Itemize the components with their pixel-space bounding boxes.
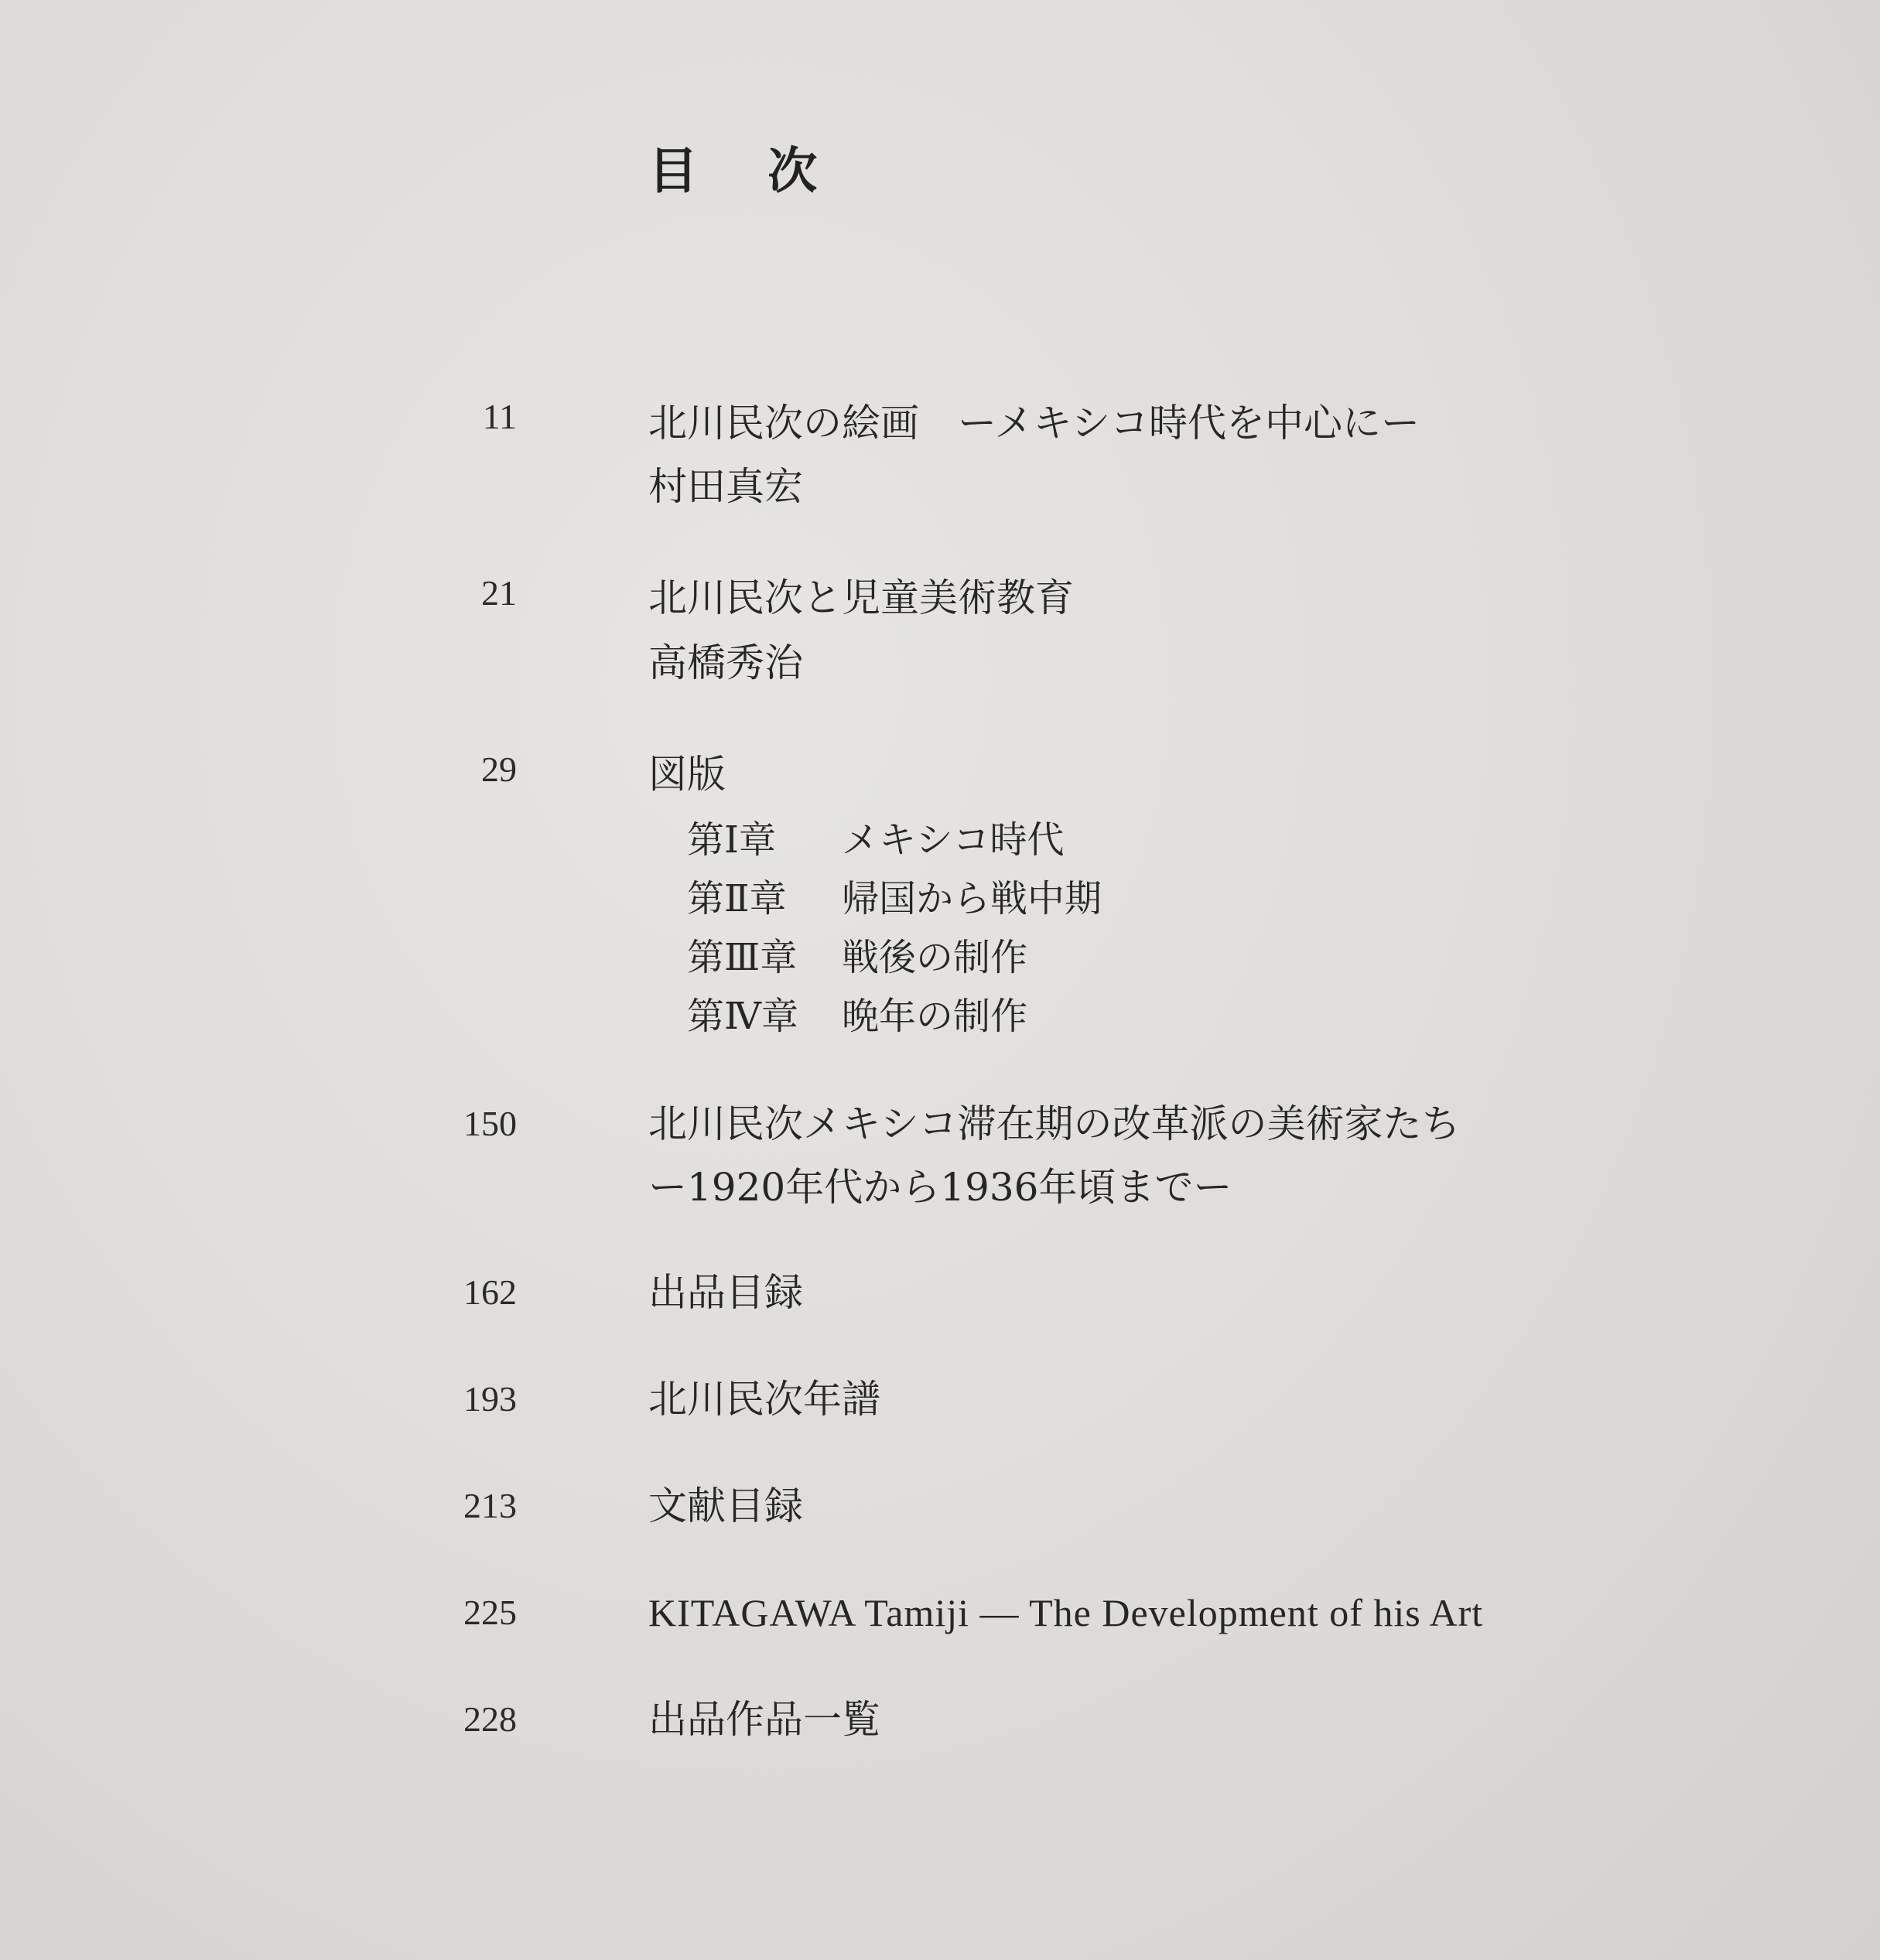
chapter-name: 晩年の制作 — [842, 995, 1028, 1038]
entry-title: 北川民次メキシコ滞在期の改革派の美術家たち — [648, 1101, 1461, 1146]
entry-title: KITAGAWA Tamiji — The Development of his Art — [648, 1591, 1484, 1634]
entry-title: 北川民次の絵画 ーメキシコ時代を中心にー — [648, 401, 1420, 446]
entry-author: 高橋秀治 — [648, 640, 803, 685]
entry-author: 村田真宏 — [648, 464, 803, 509]
chapter-item — [687, 936, 1028, 979]
chapter-name: メキシコ時代 — [842, 818, 1065, 862]
page-number: 21 — [481, 573, 517, 613]
page-number: 228 — [463, 1699, 517, 1739]
chapter-name: 帰国から戦中期 — [842, 877, 1102, 920]
entry-title: 図版 — [648, 752, 726, 797]
entry-title: 出品作品一覧 — [648, 1697, 880, 1742]
entry-subtitle: ー1920年代から1936年頃までー — [648, 1165, 1232, 1210]
entry-title: 出品目録 — [648, 1270, 803, 1315]
chapter-name: 戦後の制作 — [842, 936, 1028, 979]
entry-title: 北川民次年譜 — [648, 1377, 880, 1422]
chapter-item — [687, 995, 1028, 1038]
page-number: 162 — [463, 1272, 517, 1312]
page-number: 193 — [463, 1379, 517, 1419]
page-title: 目 次 — [648, 142, 844, 200]
chapter-number: 第Ⅱ章 — [687, 877, 787, 920]
chapter-number: 第Ⅳ章 — [687, 995, 798, 1038]
entry-title: 北川民次と児童美術教育 — [648, 575, 1074, 620]
page-number: 225 — [463, 1593, 517, 1632]
page-number: 213 — [463, 1486, 517, 1525]
page-number: 150 — [463, 1104, 517, 1143]
entry-title: 文献目録 — [648, 1484, 803, 1528]
page-number: 29 — [481, 750, 517, 789]
chapter-item — [687, 877, 1102, 920]
chapter-number: 第Ⅲ章 — [687, 936, 798, 979]
chapter-item — [687, 818, 1065, 862]
chapter-number: 第Ⅰ章 — [687, 818, 776, 862]
page-number: 11 — [482, 397, 517, 436]
